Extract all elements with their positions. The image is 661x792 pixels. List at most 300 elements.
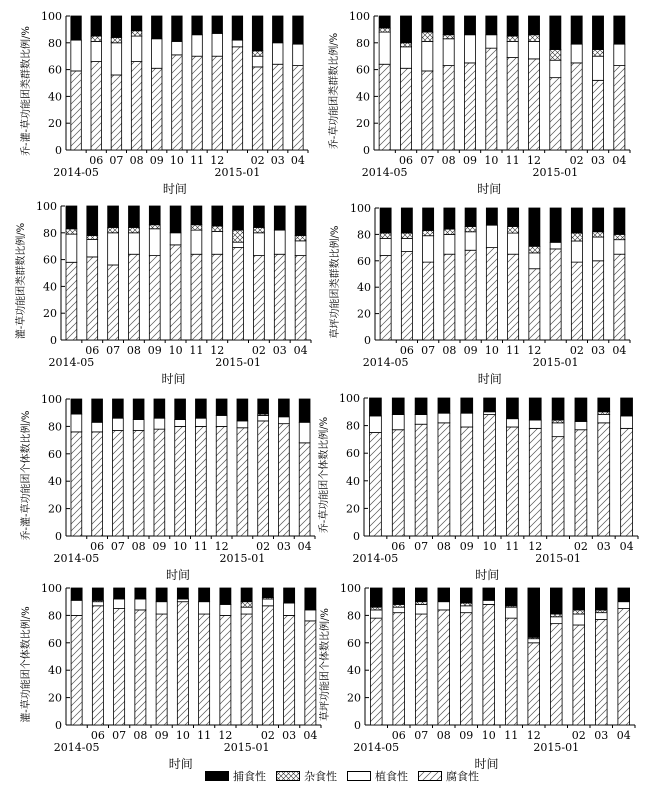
bar-segment-herbivore: [593, 237, 604, 261]
bar-segment-herbivore: [484, 412, 496, 415]
y-axis-title: 乔-草功能团个体数比例/%: [319, 416, 330, 534]
bar-segment-predator: [305, 588, 316, 610]
x-tick-label: 02: [251, 344, 266, 357]
x-year-label: 2015-01: [215, 356, 261, 369]
x-tick-label: 06: [90, 540, 105, 553]
bar-segment-predator: [529, 208, 540, 246]
bar-segment-herbivore: [443, 39, 454, 66]
x-tick-label: 02: [260, 729, 275, 742]
bar-segment-saprophage: [392, 430, 404, 536]
bar-segment-saprophage: [575, 430, 587, 536]
legend-swatch-predator: [205, 771, 229, 781]
bar-segment-omnivore: [423, 230, 434, 235]
x-tick-label: 12: [210, 154, 225, 167]
bar-segment-predator: [380, 208, 391, 233]
bar-segment-predator: [575, 398, 587, 421]
panel-7: [19, 582, 321, 771]
panel-5: [19, 393, 315, 582]
x-tick-label: 06: [399, 154, 413, 167]
x-tick-label: 03: [596, 540, 611, 553]
x-year-label: 2014-05: [53, 166, 99, 179]
x-tick-label: 10: [484, 344, 499, 357]
bar-segment-omnivore: [460, 603, 472, 606]
y-axis-title: 乔-灌-草功能团类群数比例/%: [21, 26, 32, 156]
bar-segment-predator: [598, 398, 610, 412]
x-tick-label: 06: [85, 344, 100, 357]
bar-segment-saprophage: [262, 606, 273, 725]
x-tick-label: 04: [616, 729, 631, 742]
bar-segment-predator: [232, 16, 242, 40]
bar-segment-predator: [484, 398, 496, 412]
bar-segment-saprophage: [170, 245, 181, 340]
bar-segment-predator: [571, 16, 582, 44]
bar-segment-predator: [212, 16, 222, 33]
bar-segment-herbivore: [379, 32, 390, 64]
x-year-label: 2014-05: [361, 166, 408, 179]
y-tick-label: 100: [36, 200, 57, 213]
bar-segment-herbivore: [92, 602, 103, 606]
bar-segment-saprophage: [152, 68, 162, 150]
bar-segment-herbivore: [177, 599, 188, 602]
bar-segment-predator: [71, 399, 82, 414]
bar-segment-predator: [465, 208, 476, 226]
bar-segment-predator: [438, 398, 450, 413]
y-tick-label: 20: [347, 691, 361, 705]
y-tick-label: 0: [55, 530, 62, 543]
bar-segment-saprophage: [71, 432, 82, 536]
chart-legend: [205, 766, 489, 786]
y-tick-label: 40: [346, 474, 360, 488]
bar-segment-herbivore: [233, 242, 244, 247]
bar-segment-saprophage: [592, 80, 603, 150]
y-tick-label: 80: [356, 36, 370, 50]
legend-label-predator: 捕食性: [233, 770, 266, 783]
bar-segment-predator: [252, 16, 262, 51]
bar-segment-omnivore: [550, 50, 561, 61]
bar-segment-predator: [415, 588, 427, 602]
bar-segment-saprophage: [460, 613, 472, 725]
bar-segment-saprophage: [369, 433, 381, 537]
bar-segment-herbivore: [464, 35, 475, 63]
bar-segment-saprophage: [507, 58, 518, 150]
bar-segment-predator: [621, 398, 633, 416]
bar-segment-herbivore: [108, 233, 119, 265]
bar-segment-saprophage: [443, 66, 454, 150]
x-tick-label: 10: [168, 344, 183, 357]
bar-segment-herbivore: [241, 607, 252, 614]
x-tick-label: 03: [594, 729, 609, 742]
bar-segment-predator: [87, 206, 98, 235]
bar-segment-saprophage: [618, 609, 630, 725]
bar-segment-predator: [505, 588, 517, 606]
bar-segment-herbivore: [252, 56, 262, 67]
bar-segment-saprophage: [370, 618, 382, 725]
x-tick-label: 02: [573, 540, 588, 553]
bar-segment-herbivore: [199, 602, 210, 614]
y-tick-label: 20: [48, 502, 62, 516]
bar-segment-herbivore: [550, 60, 561, 77]
bar-segment-omnivore: [595, 610, 607, 613]
bar-segment-saprophage: [486, 48, 497, 150]
x-tick-label: 04: [290, 154, 305, 167]
bar-segment-saprophage: [461, 427, 473, 536]
bar-segment-saprophage: [552, 437, 564, 536]
bar-segment-saprophage: [135, 610, 146, 725]
bar-segment-herbivore: [595, 613, 607, 620]
bar-segment-herbivore: [507, 41, 518, 57]
y-tick-label: 40: [357, 281, 371, 295]
bar-segment-omnivore: [295, 235, 306, 240]
bar-segment-omnivore: [444, 229, 455, 234]
bar-segment-saprophage: [295, 256, 306, 340]
x-tick-label: 07: [110, 540, 125, 553]
bar-segment-saprophage: [216, 426, 227, 536]
x-tick-label: 11: [190, 154, 205, 167]
bar-segment-predator: [237, 399, 248, 421]
y-tick-label: 60: [48, 63, 62, 77]
bar-segment-herbivore: [505, 607, 517, 618]
bar-segment-herbivore: [423, 236, 434, 262]
bar-segment-herbivore: [172, 41, 182, 54]
x-tick-label: 02: [250, 154, 265, 167]
bar-segment-omnivore: [552, 420, 564, 423]
bar-segment-saprophage: [621, 428, 633, 536]
bar-segment-saprophage: [252, 67, 262, 150]
bar-segment-saprophage: [258, 421, 269, 536]
bar-segment-herbivore: [415, 604, 427, 614]
bar-segment-omnivore: [379, 28, 390, 32]
bar-segment-herbivore: [191, 230, 202, 254]
bar-segment-herbivore: [232, 40, 242, 47]
x-tick-label: 07: [420, 154, 435, 167]
x-tick-label: 04: [619, 540, 634, 553]
bar-segment-saprophage: [393, 613, 405, 725]
bar-segment-predator: [486, 16, 497, 35]
bar-segment-herbivore: [129, 233, 140, 254]
bar-segment-predator: [91, 16, 101, 36]
bar-segment-herbivore: [175, 420, 186, 427]
x-year-label: 2014-05: [53, 552, 100, 565]
bar-segment-saprophage: [380, 256, 391, 340]
x-tick-label: 03: [272, 344, 287, 357]
bar-segment-predator: [71, 16, 81, 40]
bar-segment-saprophage: [199, 614, 210, 725]
bar-segment-predator: [92, 399, 103, 422]
x-tick-label: 02: [569, 154, 584, 167]
bar-segment-saprophage: [192, 56, 202, 150]
x-tick-label: 08: [436, 540, 451, 553]
bar-segment-saprophage: [483, 604, 495, 725]
x-tick-label: 10: [175, 729, 190, 742]
bar-segment-herbivore: [220, 604, 231, 615]
bar-segment-saprophage: [154, 429, 165, 536]
bar-segment-predator: [195, 399, 206, 418]
x-tick-label: 09: [459, 540, 474, 553]
x-tick-label: 07: [414, 729, 429, 742]
y-tick-label: 60: [48, 447, 62, 461]
x-tick-label: 04: [293, 344, 308, 357]
y-tick-label: 40: [43, 280, 57, 294]
y-tick-label: 100: [41, 393, 62, 406]
bar-segment-omnivore: [598, 412, 610, 415]
bar-segment-omnivore: [507, 36, 518, 41]
x-tick-label: 12: [528, 540, 543, 553]
panel-8: [318, 582, 635, 771]
x-year-label: 2014-05: [53, 741, 100, 754]
bar-segment-omnivore: [393, 604, 405, 607]
bar-segment-predator: [400, 16, 411, 43]
bar-segment-saprophage: [571, 262, 582, 340]
panel-4: [328, 202, 630, 386]
bar-segment-saprophage: [66, 262, 77, 340]
bar-segment-saprophage: [220, 615, 231, 725]
bar-segment-predator: [571, 208, 582, 233]
bar-segment-predator: [149, 206, 160, 225]
x-tick-label: 10: [169, 154, 184, 167]
y-tick-label: 80: [43, 226, 57, 240]
x-axis-title: 时间: [474, 757, 499, 771]
bar-segment-herbivore: [573, 614, 585, 625]
bar-segment-herbivore: [592, 56, 603, 80]
x-tick-label: 08: [436, 729, 451, 742]
bar-segment-omnivore: [508, 226, 519, 233]
bar-segment-omnivore: [592, 50, 603, 57]
bar-segment-omnivore: [401, 233, 412, 238]
bar-segment-saprophage: [149, 256, 160, 340]
x-tick-label: 09: [459, 729, 474, 742]
y-axis-title: 草坪功能团个体数比例/%: [320, 608, 331, 721]
bar-segment-saprophage: [299, 443, 310, 536]
bar-segment-saprophage: [175, 426, 186, 536]
bar-segment-herbivore: [192, 35, 202, 56]
y-axis-title: 灌-草功能团个体数比例/%: [21, 606, 32, 723]
bar-segment-predator: [299, 399, 310, 422]
bar-segment-predator: [614, 208, 625, 234]
y-tick-label: 0: [363, 144, 370, 157]
bar-segment-saprophage: [464, 63, 475, 150]
bar-segment-predator: [507, 16, 518, 36]
x-tick-label: 07: [106, 344, 121, 357]
bar-segment-saprophage: [232, 47, 242, 150]
bar-segment-herbivore: [170, 233, 181, 245]
y-tick-label: 0: [353, 530, 360, 543]
bar-segment-predator: [550, 208, 561, 242]
bar-segment-predator: [550, 16, 561, 50]
bar-segment-herbivore: [571, 241, 582, 262]
bar-segment-saprophage: [87, 257, 98, 340]
bar-segment-herbivore: [114, 599, 125, 609]
bar-segment-saprophage: [598, 423, 610, 536]
y-tick-label: 100: [339, 392, 360, 405]
bar-segment-saprophage: [465, 250, 476, 340]
x-year-label: 2015-01: [532, 166, 579, 179]
bar-segment-herbivore: [508, 233, 519, 254]
bar-segment-herbivore: [295, 241, 306, 256]
bar-segment-herbivore: [111, 43, 121, 75]
bar-segment-predator: [293, 16, 303, 44]
bar-segment-omnivore: [66, 229, 77, 234]
bar-segment-herbivore: [550, 242, 561, 249]
x-tick-label: 09: [152, 540, 167, 553]
bar-segment-herbivore: [380, 238, 391, 255]
legend-label-saprophage: 腐食性: [446, 770, 479, 783]
y-tick-label: 40: [356, 90, 370, 104]
bar-segment-herbivore: [273, 43, 283, 64]
bar-segment-saprophage: [595, 620, 607, 725]
bar-segment-predator: [460, 588, 472, 603]
bar-segment-herbivore: [528, 41, 539, 58]
bar-segment-predator: [112, 399, 123, 418]
x-tick-label: 06: [391, 540, 406, 553]
bar-segment-predator: [154, 399, 165, 418]
y-tick-label: 100: [41, 582, 62, 595]
bar-segment-saprophage: [131, 62, 141, 150]
bar-segment-saprophage: [133, 431, 144, 536]
y-tick-label: 80: [48, 609, 62, 623]
bar-segment-herbivore: [369, 416, 381, 433]
bar-segment-predator: [135, 588, 146, 599]
bar-segment-saprophage: [438, 610, 450, 725]
bar-segment-saprophage: [111, 75, 121, 150]
x-tick-label: 08: [442, 344, 457, 357]
x-tick-label: 02: [256, 540, 271, 553]
bar-segment-predator: [443, 16, 454, 35]
bar-segment-saprophage: [444, 254, 455, 340]
bar-segment-omnivore: [212, 226, 223, 231]
bar-segment-herbivore: [284, 603, 295, 615]
bar-segment-herbivore: [152, 39, 162, 68]
bar-segment-predator: [177, 588, 188, 599]
bar-segment-herbivore: [212, 33, 222, 56]
bar-segment-predator: [278, 399, 289, 417]
x-axis-title: 时间: [168, 757, 193, 771]
bar-segment-predator: [422, 16, 433, 32]
bar-segment-predator: [415, 398, 427, 415]
x-tick-label: 06: [90, 729, 105, 742]
bar-segment-herbivore: [91, 41, 101, 61]
y-tick-label: 0: [354, 719, 361, 732]
legend-item-omnivore: [276, 768, 337, 784]
bar-segment-predator: [370, 588, 382, 607]
bar-segment-saprophage: [573, 625, 585, 725]
bar-segment-predator: [506, 398, 518, 419]
bar-segment-herbivore: [461, 413, 473, 427]
bar-segment-saprophage: [156, 614, 167, 725]
x-year-label: 2015-01: [533, 741, 580, 754]
bar-segment-predator: [114, 588, 125, 599]
x-year-label: 2014-05: [48, 356, 95, 369]
bar-segment-herbivore: [112, 418, 123, 430]
bar-segment-predator: [618, 588, 630, 602]
panel-2: [327, 10, 630, 196]
bar-segment-predator: [220, 588, 231, 604]
y-axis-title: 草坪功能团类群数比例/%: [330, 225, 341, 339]
bar-segment-saprophage: [423, 262, 434, 340]
bar-segment-saprophage: [112, 431, 123, 536]
bar-segment-predator: [216, 399, 227, 415]
x-tick-label: 12: [210, 344, 225, 357]
y-tick-label: 100: [340, 582, 361, 595]
bar-segment-predator: [393, 588, 405, 604]
bar-segment-predator: [129, 206, 140, 227]
y-tick-label: 60: [357, 254, 371, 268]
bar-segment-predator: [528, 16, 539, 35]
bar-segment-herbivore: [92, 422, 103, 432]
bar-segment-herbivore: [258, 415, 269, 420]
x-tick-label: 03: [282, 729, 297, 742]
bar-segment-herbivore: [614, 240, 625, 255]
bar-segment-omnivore: [593, 232, 604, 237]
x-tick-label: 02: [571, 729, 586, 742]
x-tick-label: 07: [112, 729, 127, 742]
bar-segment-saprophage: [71, 71, 81, 150]
bar-segment-predator: [593, 208, 604, 232]
legend-item-herbivore: [347, 768, 408, 784]
y-tick-label: 60: [48, 636, 62, 650]
x-tick-label: 04: [303, 729, 318, 742]
bar-segment-saprophage: [129, 254, 140, 340]
bar-segment-omnivore: [111, 37, 121, 42]
bar-segment-omnivore: [191, 225, 202, 230]
bar-segment-predator: [233, 206, 244, 230]
bar-segment-herbivore: [278, 417, 289, 424]
bar-segment-predator: [486, 208, 497, 225]
legend-swatch-omnivore: [276, 771, 300, 781]
x-axis-title: 时间: [166, 568, 191, 582]
x-year-label: 2015-01: [219, 552, 266, 565]
bar-segment-omnivore: [573, 610, 585, 614]
bar-segment-herbivore: [486, 225, 497, 247]
bar-segment-herbivore: [460, 606, 472, 613]
x-tick-label: 04: [297, 540, 312, 553]
bar-segment-omnivore: [443, 35, 454, 39]
bar-segment-saprophage: [92, 432, 103, 536]
bar-segment-herbivore: [154, 418, 165, 429]
bar-segment-herbivore: [133, 420, 144, 431]
bar-segment-saprophage: [212, 56, 222, 150]
bar-segment-herbivore: [262, 599, 273, 606]
bar-segment-herbivore: [598, 415, 610, 423]
y-axis-title: 灌-草功能团类群数比例/%: [16, 222, 27, 340]
bar-segment-herbivore: [438, 413, 450, 423]
bar-segment-herbivore: [529, 420, 541, 428]
bar-segment-predator: [444, 208, 455, 229]
y-tick-label: 20: [48, 117, 62, 131]
bar-segment-omnivore: [87, 235, 98, 239]
bar-segment-herbivore: [614, 44, 625, 65]
bar-segment-saprophage: [212, 254, 223, 340]
legend-item-saprophage: [418, 768, 479, 784]
bar-segment-omnivore: [571, 233, 582, 241]
x-tick-label: 03: [270, 154, 285, 167]
y-tick-label: 20: [43, 307, 57, 321]
panel-3: [14, 200, 311, 386]
bar-segment-herbivore: [575, 421, 587, 429]
bar-segment-omnivore: [241, 602, 252, 607]
x-tick-label: 11: [505, 154, 520, 167]
x-tick-label: 11: [504, 729, 519, 742]
bar-segment-herbivore: [486, 35, 497, 48]
x-tick-label: 04: [612, 154, 627, 167]
bar-segment-herbivore: [71, 40, 81, 71]
bar-segment-herbivore: [529, 253, 540, 269]
y-tick-label: 0: [55, 719, 62, 732]
y-tick-label: 60: [347, 636, 361, 650]
y-tick-label: 60: [346, 447, 360, 461]
bar-segment-predator: [170, 206, 181, 233]
bar-segment-predator: [156, 588, 167, 602]
x-tick-label: 10: [173, 540, 188, 553]
